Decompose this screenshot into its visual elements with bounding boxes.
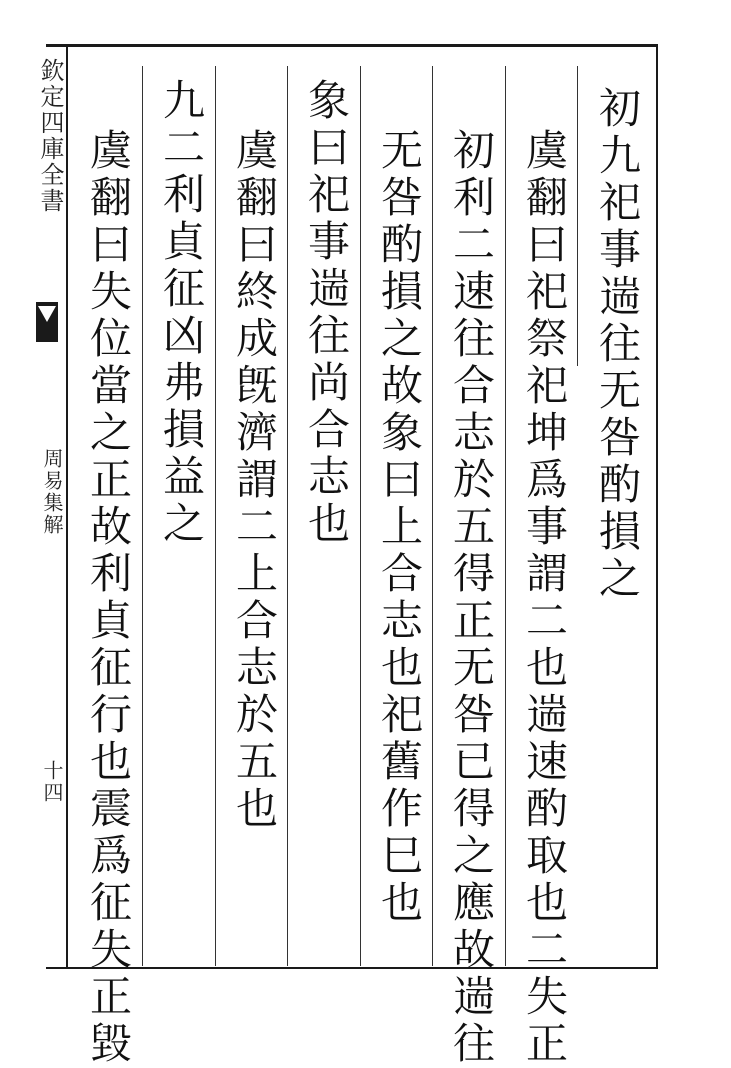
column-rule (505, 66, 506, 966)
page-number-margin: 十四 (40, 760, 64, 804)
column-rule (360, 66, 361, 966)
fish-tail-mark-icon (34, 300, 60, 344)
column-rule (432, 66, 433, 966)
frame-left-rule (66, 44, 68, 969)
text-column-8: 虞翻曰失位當之正故利貞征行也震爲征失正毀 (84, 128, 133, 1068)
text-column-1: 初九祀事遄往无咎酌損之 (593, 86, 642, 603)
text-column-5: 象曰祀事遄往尚合志也 (302, 78, 351, 548)
book-title-margin: 欽定四庫全書 (36, 58, 64, 214)
section-title-margin: 周易集解 (40, 448, 64, 536)
column-rule (142, 66, 143, 966)
text-column-4: 无咎酌損之故象曰上合志也祀舊作巳也 (375, 128, 424, 927)
text-column-6: 虞翻曰終成旣濟謂二上合志於五也 (230, 128, 279, 833)
text-column-2: 虞翻曰祀祭祀坤爲事謂二也遄速酌取也二失正 (520, 128, 569, 1068)
text-column-3: 初利二速往合志於五得正无咎已得之應故遄往 (447, 128, 496, 1068)
column-rule (215, 66, 216, 966)
text-column-7: 九二利貞征凶弗損益之 (157, 78, 206, 548)
column-rule (577, 66, 578, 366)
column-rule (287, 66, 288, 966)
